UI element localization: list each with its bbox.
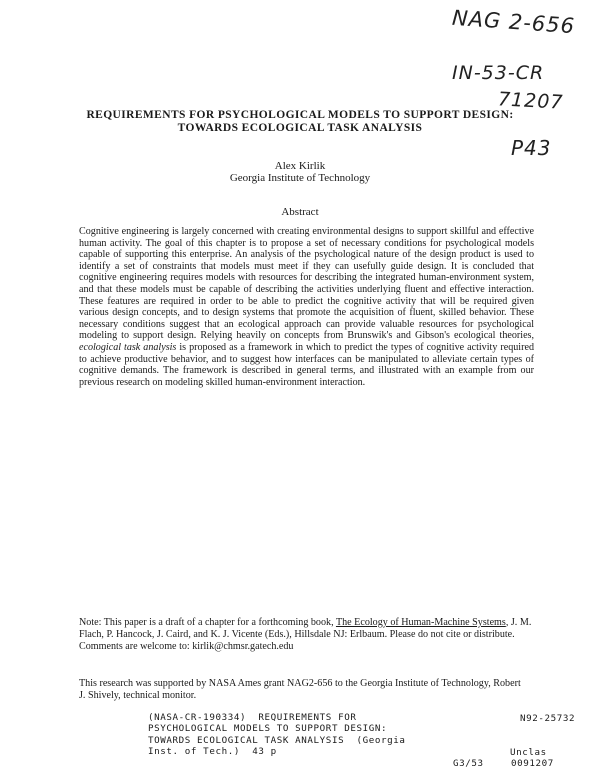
catalog-status: Unclas xyxy=(510,747,547,758)
abstract-emphasis: ecological task analysis xyxy=(79,341,177,353)
catalog-report-number: N92-25732 xyxy=(520,713,576,724)
author-name: Alex Kirlik xyxy=(274,160,326,172)
handwritten-accession-number: 71207 xyxy=(497,88,564,114)
handwritten-contract-number: NAG 2-656 xyxy=(451,5,576,39)
handwritten-category-code: IN-53-CR xyxy=(452,62,545,84)
catalog-id: 0091207 xyxy=(511,758,554,769)
abstract-body xyxy=(79,226,534,388)
note-prefix: Note: This paper is a draft of a chapter for a forthcoming book, xyxy=(79,617,334,628)
book-title-link: The Ecology of Human-Machine Systems xyxy=(335,617,506,628)
note-rest: , J. M. Flach, P. Hancock, J. Caird, and K. J. Vicente (Eds.), Hillsdale NJ: Erlbaum. Please do not cite or distribute. Comments are welcome to: kirlik@chmsr.gatech.edu xyxy=(79,617,532,652)
funding-statement: This research was supported by NASA Ames grant NAG2-656 to the Georgia Institute of Technology, Robert J. Shively, technical monitor. xyxy=(79,678,521,701)
handwritten-page-count: P43 xyxy=(511,136,552,160)
catalog-group: G3/53 xyxy=(453,758,484,769)
paper-title-line-2: TOWARDS ECOLOGICAL TASK ANALYSIS xyxy=(177,122,423,134)
catalog-entry: (NASA-CR-190334) REQUIREMENTS FOR PSYCHOLOGICAL MODELS TO SUPPORT DESIGN: TOWARDS ECOLOGICAL TASK ANALYSIS (Georgia Inst. of Tech.) 43 p xyxy=(148,712,406,757)
abstract-text-part-1: Cognitive engineering is largely concerned with creating environmental designs to support skillful and effective human activity. The goal of this chapter is to propose a set of necessary conditions for psychological models capable of supporting this enterprise. An analysis of the psychological nature of the design product is used to identify a set of constraints that models must meet if they can usefully guide design. It is concluded that cognitive engineering requires models with resources for describing the integrated human-environment system, and that these models must be capable of describing the activities underlying fluent and effective interaction. These features are required in order to be able to predict the cognitive activity that will be required given various design concepts, and to design systems that promote the acquisition of fluent, skilled behavior. These necessary conditions suggest that an ecological approach can provide valuable resources for psychological modeling to support design. Relying heavily on concepts from Brunswik's and Gibson's ecological theories, xyxy=(79,226,534,342)
paper-title-line-1: REQUIREMENTS FOR PSYCHOLOGICAL MODELS TO SUPPORT DESIGN: xyxy=(86,109,514,121)
author-affiliation: Georgia Institute of Technology xyxy=(229,172,371,184)
abstract-text-part-2: is proposed as a framework in which to predict the types of cognitive activity required to achieve productive behavior, and to suggest how interfaces can be manipulated to alleviate certain types of cognitive demands. The framework is described in general terms, and illustrated with an example from our previous research on modeling skilled human-environment interaction. xyxy=(79,341,535,388)
abstract-heading: Abstract xyxy=(281,206,319,218)
draft-note xyxy=(79,617,537,653)
